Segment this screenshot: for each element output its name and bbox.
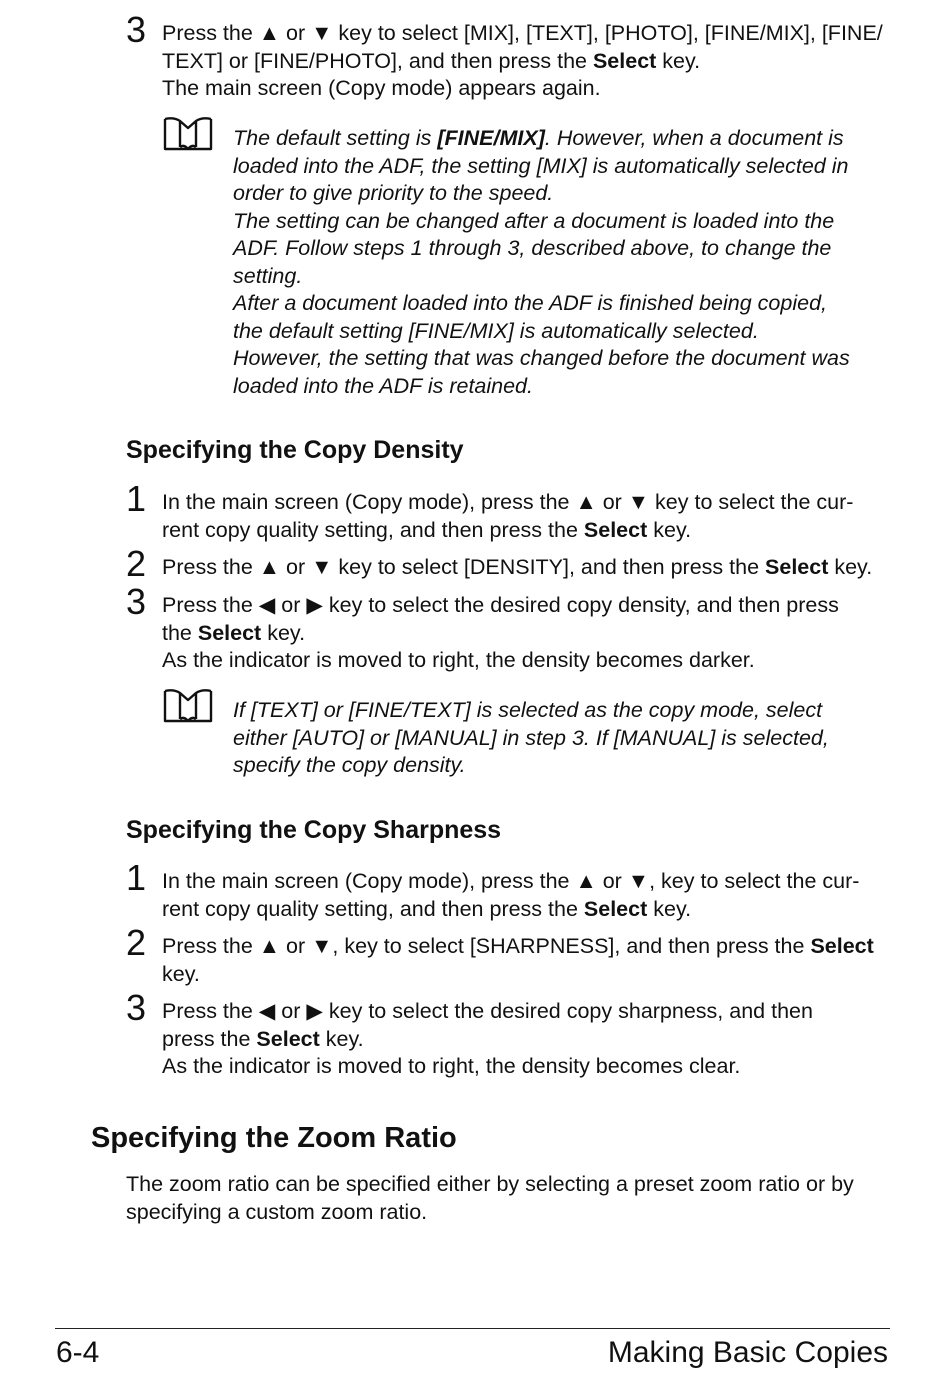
step-number: 1: [126, 478, 147, 519]
text-line: [162, 896, 897, 924]
text-line: [162, 48, 897, 76]
open-book-note-icon: [162, 116, 214, 152]
text-span: Press the ▲ or ▼, key to select [SHARPNESS], and then press the: [162, 934, 811, 958]
step-text: [162, 489, 897, 544]
key-name-bold: Select: [256, 1026, 320, 1051]
text-span: press the: [162, 1026, 257, 1051]
text-span: rent copy quality setting, and then press the: [162, 896, 584, 921]
text-span: rent copy quality setting, and then press the: [162, 517, 584, 542]
step-number: 3: [126, 581, 147, 622]
text-line: [162, 933, 897, 961]
text-line: Press the ◀ or ▶ key to select the desired copy density, and then press: [162, 593, 839, 617]
text-span: key.: [656, 48, 701, 73]
default-setting-bold: [FINE/MIX]: [437, 126, 545, 150]
text-line: [162, 1026, 897, 1054]
text-line: The setting can be changed after a document is loaded into the: [233, 208, 835, 233]
open-book-note-icon: [162, 688, 214, 724]
step-text: [162, 998, 897, 1081]
key-name-bold: Select: [810, 934, 874, 958]
text-line: loaded into the ADF, the setting [MIX] is automatically selected in: [233, 153, 849, 178]
text-line: The main screen (Copy mode) appears again.: [162, 76, 601, 100]
key-name-bold: Select: [765, 555, 829, 579]
text-span: key.: [261, 620, 306, 645]
text-line: [162, 554, 897, 582]
text-line: After a document loaded into the ADF is finished being copied,: [233, 291, 828, 315]
text-line: The zoom ratio can be specified either by selecting a preset zoom ratio or by: [126, 1172, 854, 1196]
step-number: 2: [126, 922, 147, 963]
step-text: [162, 554, 897, 582]
text-line: However, the setting that was changed before the document was: [233, 346, 850, 370]
text-span: The default setting is: [233, 126, 438, 150]
text-line: setting.: [233, 263, 303, 288]
key-name-bold: Select: [197, 620, 262, 645]
zoom-intro-paragraph: [126, 1171, 896, 1226]
text-line: [162, 517, 897, 545]
step-number: 3: [126, 987, 147, 1028]
text-line: [233, 125, 898, 153]
step-number: 1: [126, 857, 147, 898]
text-span: key.: [647, 896, 692, 921]
step-text: [162, 20, 897, 103]
text-line: If [TEXT] or [FINE/TEXT] is selected as the copy mode, select: [233, 698, 823, 722]
page-number: 6-4: [56, 1336, 100, 1369]
section-heading-zoom-ratio: Specifying the Zoom Ratio: [91, 1122, 457, 1154]
text-line: [162, 620, 897, 648]
text-line: specify the copy density.: [233, 753, 466, 777]
note-text: [233, 697, 898, 780]
text-span: key.: [828, 555, 873, 579]
text-span: key.: [319, 1026, 364, 1051]
text-line: key.: [162, 961, 200, 986]
section-heading-copy-density: Specifying the Copy Density: [126, 436, 464, 464]
text-line: loaded into the ADF is retained.: [233, 373, 533, 398]
text-line: order to give priority to the speed.: [233, 181, 554, 205]
key-name-bold: Select: [583, 896, 648, 921]
text-span: key.: [647, 517, 692, 542]
text-span: Press the ▲ or ▼ key to select [DENSITY], and then press the: [162, 555, 766, 579]
step-number: 3: [126, 9, 147, 50]
text-line: In the main screen (Copy mode), press the ▲ or ▼, key to select the cur-: [162, 869, 860, 893]
section-heading-copy-sharpness: Specifying the Copy Sharpness: [126, 816, 502, 844]
footer-divider: [55, 1328, 890, 1329]
step-text: [162, 933, 897, 988]
key-name-bold: Select: [583, 517, 648, 542]
chapter-title: Making Basic Copies: [607, 1336, 888, 1369]
step-number: 2: [126, 543, 147, 584]
note-text: [233, 125, 898, 400]
text-line: the default setting [FINE/MIX] is automatically selected.: [233, 318, 759, 343]
text-line: As the indicator is moved to right, the density becomes clear.: [162, 1054, 741, 1078]
text-line: either [AUTO] or [MANUAL] in step 3. If [MANUAL] is selected,: [233, 725, 829, 750]
text-line: As the indicator is moved to right, the density becomes darker.: [162, 648, 755, 672]
text-span: . However, when a document is: [544, 126, 844, 150]
text-span: TEXT] or [FINE/PHOTO], and then press the: [162, 48, 593, 73]
text-line: Press the ◀ or ▶ key to select the desired copy sharpness, and then: [162, 999, 813, 1023]
step-text: [162, 592, 897, 675]
step-text: [162, 868, 897, 923]
text-span: the: [162, 620, 198, 645]
text-line: ADF. Follow steps 1 through 3, described above, to change the: [233, 236, 832, 260]
key-name-bold: Select: [592, 48, 657, 73]
text-line: In the main screen (Copy mode), press the ▲ or ▼ key to select the cur-: [162, 490, 854, 514]
text-line: specifying a custom zoom ratio.: [126, 1199, 428, 1224]
text-line: Press the ▲ or ▼ key to select [MIX], [TEXT], [PHOTO], [FINE/MIX], [FINE/: [162, 21, 883, 45]
